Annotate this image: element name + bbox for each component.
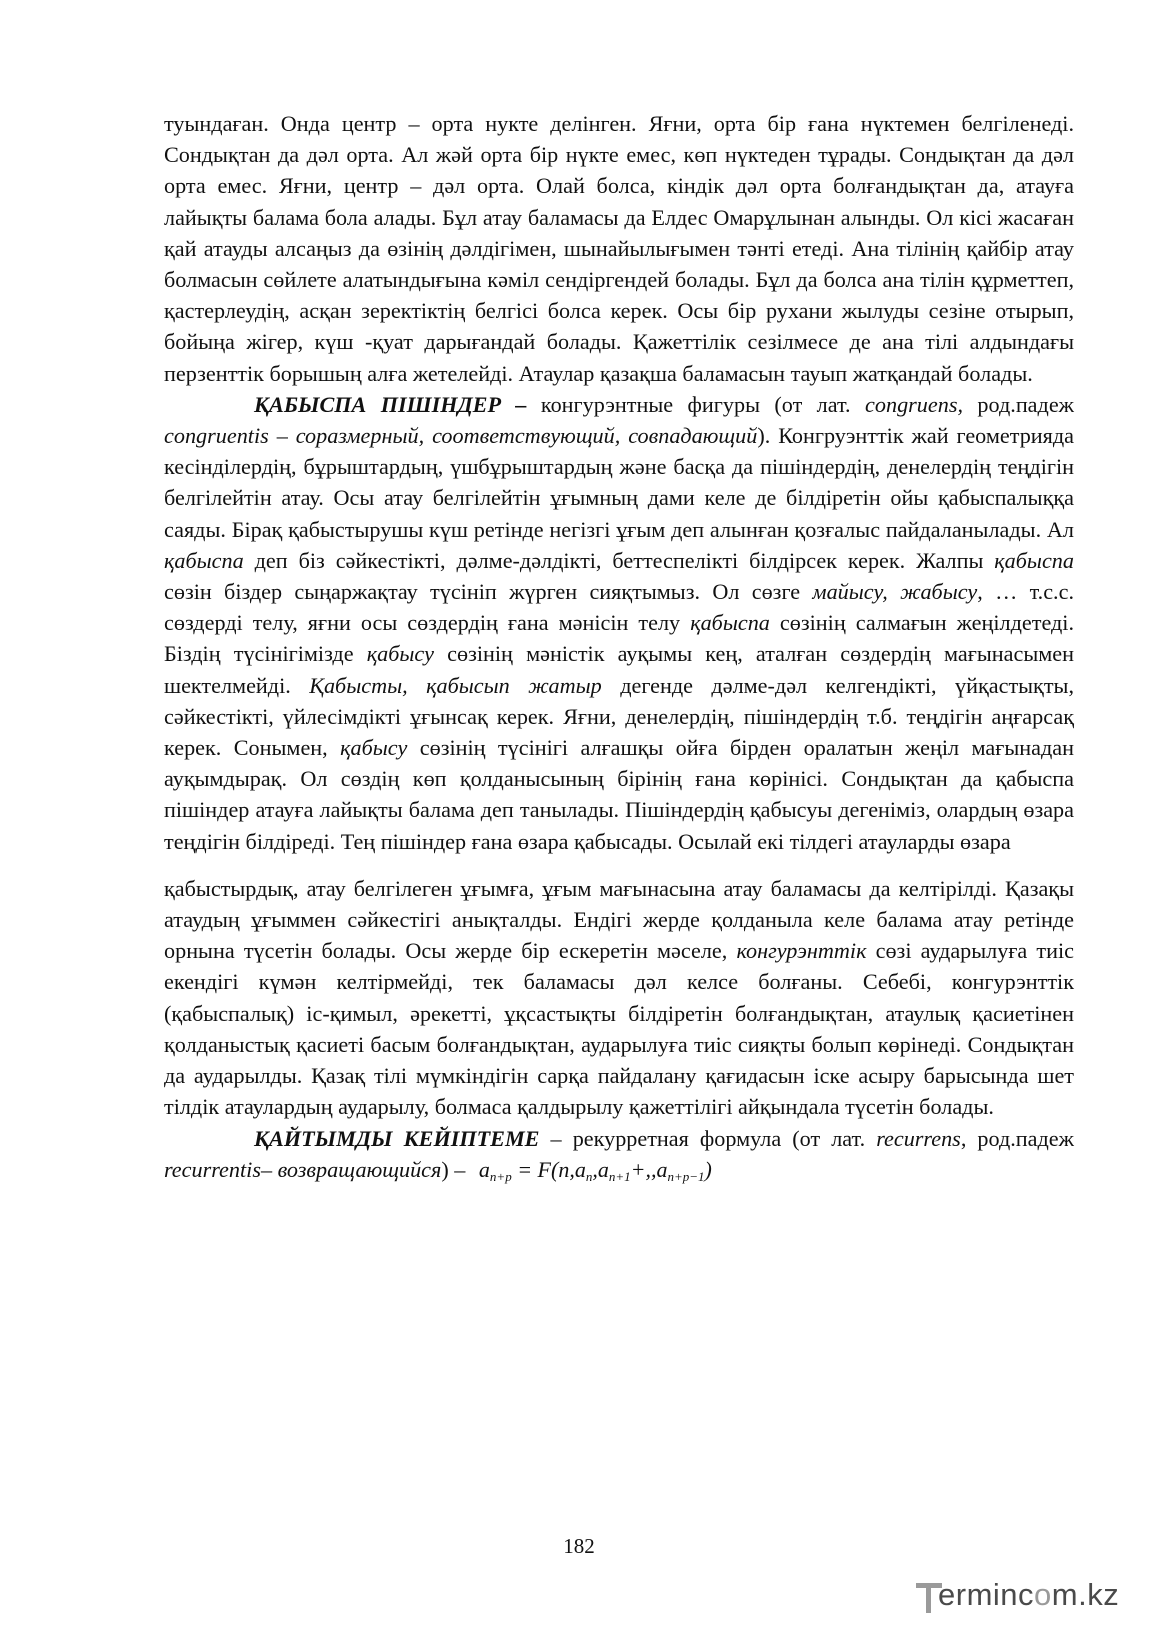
text-segment: , род.падеж [960, 1125, 1074, 1151]
text-segment: сөзінің түсінігі алғашқы ойға бірден оралатын жеңіл мағынадан ауқымдырақ. Ол сөздің көп қолданысының бірінің ғана көрінісі. Сондықтан да қабыспа пішіндер атауға лайықты балама деп танылады. Пішіндердің қабысуы дегеніміз, олардың өзара теңдігін білдіреді. Тең пішіндер ғана өзара қабысады. Осылай екі тілдегі атауларды өзара [164, 735, 1074, 854]
text-segment: деп біз сәйкестікті, дәлме-дәлдікті, беттеспелікті білдірсек керек. Жалпы [243, 547, 995, 573]
terminkom-watermark-logo [916, 1573, 1136, 1621]
logo-t-stem [926, 1583, 931, 1613]
watermark-part: m.kz [1051, 1577, 1120, 1612]
formula-symbol: , [592, 1156, 598, 1182]
text-segment: , … т.с.с. сөздерді телу, яғни осы сөздердің ғана мәнісін телу [164, 579, 1074, 636]
formula-symbol: ) [704, 1156, 712, 1182]
watermark-o: o [1034, 1577, 1052, 1612]
text-segment: сөзін біздер сыңаржақтау түсініп жүрген сияқтымыз. Ол сөзге [164, 579, 813, 605]
formula-symbol: a [597, 1156, 609, 1182]
italic-segment: қабысу [366, 641, 434, 667]
italic-term: конгурэнттік [736, 938, 867, 964]
formula-symbol: a [574, 1156, 586, 1182]
watermark-text [938, 1577, 1119, 1613]
text-segment: сөзі аударылуға тиіс екендігі күмән келтірмейді, тек баламасы дәл келсе болғаны. Себебі, конгурэнттік (қабыспалық) іс-қимыл, әрекетті, ұқсастықты білдіретін болғандықтан, атаулық қасиетінен қолданыстық қасиеті басым болғандықтан, аударылуға тиіс сияқты болып көрінеді. Сондықтан да аударылды. Қазақ тілі мүмкіндігін сарқа пайдалану қағидасын іске асыру барысында шет тілдік атаулардың аударылу, болмаса қалдырылу қажеттілігі айқындала түсетін болады. [164, 938, 1074, 1120]
paragraph-kaitymdy-keiipteme [164, 1123, 1074, 1192]
text-segment: род.падеж [963, 391, 1075, 417]
formula-symbol: a [478, 1156, 490, 1182]
paragraph-continuation [164, 873, 1074, 1123]
term-heading: ҚАЙТЫМДЫ КЕЙІПТЕМЕ [254, 1125, 540, 1151]
page-number: 182 [563, 1534, 595, 1558]
paragraph-intro: туындаған. Онда центр – орта нукте делінген. Яғни, орта бір ғана нүктемен белгіленеді. Сондықтан да дәл орта. Ал жәй орта бір нүкте емес, көп нүктеден тұрады. Сондықтан да дәл орта емес. Яғни, центр – дәл орта. Олай болса, кіндік дәл орта болғандықтан да, атауға лайықты балама бола алады. Бұл атау баламасы да Елдес Омарұлынан алынды. Ол кісі жасаған қай атауды алсаңыз да өзінің дәлдігімен, шынайылығымен тәнті етеді. Ана тілінің қайбір атау болмасын сөйлете алатындығына кәміл сендіргендей болады. Бұл да болса ана тілін құрметтеп, қастерлеудің, асқан зеректіктің белгісі болса керек. Осы бір рухани жылуды сезіне отырып, бойыңа жігер, күш -қуат дарығандай болады. Қажеттілік сезілмесе де ана тілі алдындағы перзенттік борышың алға жетелейді. Атаулар қазақша баламасын тауып жатқандай болады. [164, 111, 1074, 386]
text-segment: ) – [441, 1156, 471, 1182]
text-segment: ). Конгруэнттік жай геометрияда кесінділердің, бұрыштардың, үшбұрыштардың және басқа да пішіндердің, денелердің теңдігін белгілейтін атау. Осы атау белгілейтін ұғымның дами келе де білдіретін ойы қабыспалыққа саяды. Бірақ қабыстырушы күш ретінде негізгі ұғым деп алынған қозғалыс пайдаланылады. Ал [164, 423, 1075, 542]
text-segment: дегенде дәлме-дәл келгендікті, үйқастықты, сәйкестікті, үйлесімдікті ұғынсақ керек. Яғни, денелердің, пішіндердің т.б. теңдігін аңғарсақ керек. Сонымен, [164, 672, 1074, 761]
italic-segment: congruentis – соразмерный, соответствующий, совпадающий [164, 423, 758, 449]
text-segment: – рекурретная формула (от лат. [539, 1125, 877, 1151]
text-segment: сөзінің мәністік ауқымы кең, аталған сөздердің мағынасымен шектелмейді. [164, 641, 1075, 698]
italic-segment: recurrentis– возвращающийся [164, 1156, 442, 1182]
formula-subscript: n+p−1 [667, 1168, 705, 1184]
term-heading: ҚАБЫСПА ПІШІНДЕР – [254, 391, 527, 417]
formula-subscript: n+p [489, 1168, 512, 1184]
page-body [164, 108, 1074, 1192]
text-segment: конгурэнтные фигуры (от лат. [526, 391, 866, 417]
italic-segment: қабыспа [690, 610, 770, 636]
formula-symbol: a [656, 1156, 668, 1182]
paragraph-kabyspa-pishinder [164, 389, 1074, 857]
italic-segment: қабысу [340, 735, 408, 761]
text-segment: сөзінің салмағын жеңілдетеді. Біздің түсінігімізде [164, 610, 1074, 667]
formula-symbol: +,, [630, 1156, 657, 1182]
formula-subscript: n [585, 1168, 593, 1184]
latin-term: congruens, [865, 391, 964, 417]
text-segment: қабыстырдық, атау белгілеген ұғымға, ұғым мағынасына атау баламасы да келтірілді. Қазақы атаудың ұғыммен сәйкестігі анықталды. Ендігі жерде қолданыла келе балама атау ретінде орнына түсетін болады. Осы жерде бір ескеретін мәселе, [164, 875, 1074, 964]
recurrence-formula [479, 1157, 712, 1182]
latin-term: recurrens [876, 1125, 961, 1151]
italic-segment: Қабысты, қабысып жатыр [309, 672, 602, 698]
watermark-part: erminc [938, 1577, 1035, 1612]
formula-subscript: n+1 [608, 1168, 631, 1184]
italic-segment: қабыспа [994, 547, 1074, 573]
formula-symbol: = F(n, [511, 1156, 575, 1182]
italic-segment: қабыспа [164, 547, 244, 573]
italic-segment: майысу, жабысу [812, 579, 978, 605]
